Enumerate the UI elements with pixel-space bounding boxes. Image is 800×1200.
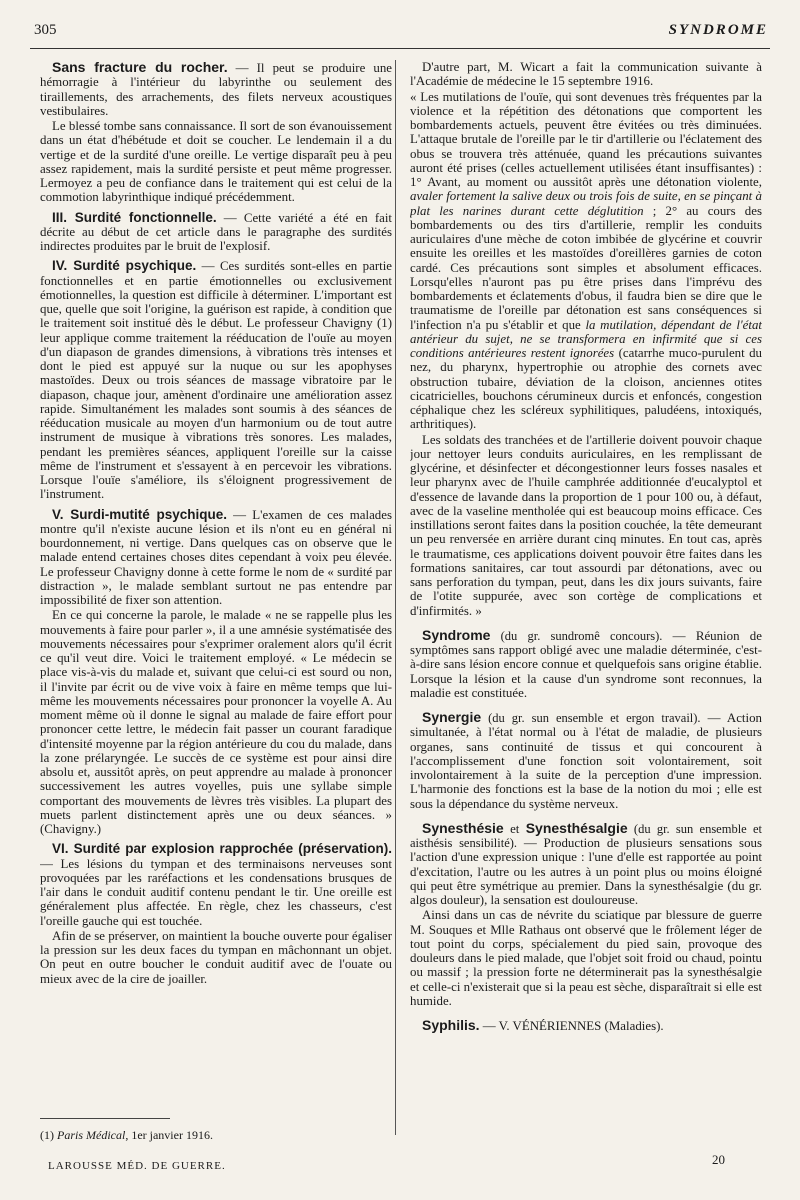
- paragraph-mutilations: « Les mutilations de l'ouïe, qui sont devenues très fréquentes par la violence et la répétition des détonations que comportent les bombardements actuels, peuvent être évitées ou très diminuées. L'attaque brutale de l'oreille par le tir d'artillerie ou l'éclatement des obus se trouvera très atténuée, quand les précautions suivantes auront été prises (celles actuellement utilisées étant insuffisantes) : 1° Avant, au moment ou aussitôt après une détonation violente, avaler fortement la salive deux ou trois fois de suite, en se pinçant à plat les narines durant cette déglutition ; 2° au cours des bombardements ou des tirs d'artillerie, remplir les conduits auriculaires d'une mèche de coton imbibée de glycérine et couvrir ensuite les oreilles et les mastoïdes d'oreillères garnies de coton cardé. Ces précautions sont simples et absolument efficaces. Lorsqu'elles n'auront pas pu être prises dans l'imprévu des bombardements et éclatements d'obus, il faudra bien se dire que le traumatisme de l'oreille par détonation est sans conséquences si l'infection n'a pu s'établir et que la mutilation, dépendant de l'état antérieur du sujet, ne se transformera en infirmité que si ces conditions antérieures restent ignorées (catarrhe muco-purulent du nez, du pharynx, hypertrophie ou atrophie des cornets avec obstruction tubaire, déviation de la cloison, anciennes otites cicatricielles, bouchons cérumineux durcis et enfoncés, congestion céphalique chez les scléreux syphilitiques, paludéens, intoxiqués, arthritiques).: [410, 89, 762, 432]
- running-head: SYNDROME: [668, 22, 768, 38]
- paragraph-parole: En ce qui concerne la parole, le malade « ne se rappelle plus les mouvements à faire pour parler », il a une amnésie systématisée des mouvements nécessaires pour s'exprimer oralement alors qu'il écrit ce qu'il veut dire. Voici le traitement employé. « Le médecin se place vis-à-vis du malade et, suivant que celui-ci est sourd ou non, il l'invite par écrit ou de vive voix à faire en même temps que lui-même les mouvements nécessaires pour prononcer la voyelle A. Au moment même où il donne le signal au malade de faire effort pour prononcer cette lettre, le médecin fait passer un courant faradique d'intensité moyenne par la région antérieure du cou du malade, dans la zone prélaryngée. Le succès de ce système est pour ainsi dire absolu et, aussitôt après, on peut apprendre au malade à prononcer successivement les autres voyelles, puis une syllabe simple comportant des mouvements de lèvres très visibles. La plupart des muets parlent distinctement après une ou deux séances. » (Chavigny.): [40, 608, 392, 836]
- paragraph-rocher: Sans fracture du rocher. — Il peut se produire une hémorragie à l'intérieur du labyrinthe ou seulement des tiraillements, des arrachements, des filets nerveux acoustiques vestibulaires.: [40, 60, 392, 118]
- entry-synergie: Synergie (du gr. sun ensemble et ergon travail). — Action simultanée, à l'état normal ou à l'état de maladie, de plusieurs organes, sans continuité de tissus et qui concourent à l'accomplissement d'une fonction soit volontairement, soit involontairement à la suite de la perception d'une impression. L'harmonie des fonctions est la base de la notion du moi ; elle est sous la dépendance du système nerveux.: [410, 709, 762, 811]
- section-surdite-fonctionnelle: III. Surdité fonctionnelle. — Cette variété a été en fait décrite au début de cet article dans le paragraphe des surdités indirectes produites par le bruit de l'explosif.: [40, 209, 392, 253]
- paragraph-wicart: D'autre part, M. Wicart a fait la communication suivante à l'Académie de médecine le 15 septembre 1916.: [410, 60, 762, 89]
- heading-synergie: Synergie: [422, 709, 482, 725]
- footer-publisher: LAROUSSE MÉD. DE GUERRE.: [48, 1160, 226, 1172]
- footnote: (1) Paris Médical, 1er janvier 1916.: [40, 1128, 213, 1142]
- paragraph-blesse: Le blessé tombe sans connaissance. Il sort de son évanouissement dans un état d'hébétude et doit se coucher. Le lendemain il a du vertige et de la surdité d'une oreille. Le vertige disparaît peu à peu assez rapidement, mais la surdité persiste et peut même progresser. Lermoyez a peu de confiance dans le traitement qui est celui de la commotion labyrinthique indiqué précédemment.: [40, 119, 392, 205]
- entry-syndrome: Syndrome (du gr. sundromê concours). — Réunion de symptômes sans rapport obligé avec une maladie déterminée, c'est-à-dire sans lésion encore connue et quelquefois sans origine établie. Lorsque la lésion et la cause d'un syndrome sont reconnues, la maladie est constituée.: [410, 626, 762, 700]
- heading-syphilis: Syphilis.: [422, 1017, 480, 1033]
- heading-synesthesie: Synesthésie: [422, 819, 504, 836]
- heading-surdite-psychique: IV. Surdité psychique.: [52, 258, 197, 274]
- heading-syndrome: Syndrome: [422, 626, 491, 643]
- page-number: 305: [34, 22, 57, 38]
- column-divider: [395, 60, 396, 1135]
- heading-surdi-mutite: V. Surdi-mutité psychique.: [52, 506, 227, 522]
- footer-signature: 20: [712, 1152, 725, 1167]
- entry-syphilis: Syphilis. — V. VÉNÉRIENNES (Maladies).: [422, 1017, 664, 1033]
- footnote-rule: [40, 1118, 170, 1119]
- paragraph-nevrite: Ainsi dans un cas de névrite du sciatique par blessure de guerre M. Souques et Mlle Rathaus ont observé que le frôlement léger de tout point du corps, spécialement du pied sain, provoque des douleurs dans le pied malade, que l'objet soit froid ou chaud, pointu ou massif ; la pression forte ne déterminerait pas la synesthésalgie et celle-ci n'existerait que si la peau est sèche, disparaîtrait si elle est humide.: [410, 908, 762, 1008]
- heading-sans-fracture: Sans fracture du rocher.: [52, 60, 228, 75]
- section-explosion: VI. Surdité par explosion rapprochée (préservation). — Les lésions du tympan et des terminaisons nerveuses sont provoquées par les raréfactions et les condensations brusques de l'air dans le conduit auditif contenu pendant le tir. Une oreille est généralement plus affectée. En règle, chez les chasseurs, c'est l'oreille gauche qui est touchée.: [40, 841, 392, 928]
- heading-surdite-fonctionnelle: III. Surdité fonctionnelle.: [52, 209, 217, 225]
- entry-synesthesie: Synesthésie et Synesthésalgie (du gr. sun ensemble et aisthésis sensibilité). — Production de plusieurs sensations sous l'action d'une expression unique : l'une d'elle est rapportée au point d'excitation, l'autre ou les autres à un point plus ou moins éloigné qui peut être symétrique au premier. Dans la synesthésalgie (du gr. algos douleur), la sensation est douloureuse.: [410, 819, 762, 907]
- heading-synesthesalgie: Synesthésalgie: [525, 819, 628, 836]
- header-rule: [30, 48, 770, 49]
- paragraph-soldats: Les soldats des tranchées et de l'artillerie doivent pouvoir chaque jour nettoyer leurs conduits auriculaires, en les remplissant de glycérine, et désinfecter et décongestionner leurs fosses nasales et leur pharynx avec de l'huile camphrée additionnée d'eucalyptol et d'essence de lavande dans la proportion de 1 pour 100 ou, à défaut, avec de la vaseline mentholée qui est beaucoup moins efficace. Ces instillations seront faites dans la position couchée, la tête demeurant un peu renversée en arrière durant cinq minutes. En tout cas, après le traumatisme, ces applications doivent pouvoir être faites dans les formations sanitaires, car tout assourdi par détonations, avec ou sans perforation du tympan, peut, dans les dix jours suivants, faire de l'otite suppurée, avec son cortège de complications et d'infirmités. »: [410, 432, 762, 618]
- section-surdite-psychique: IV. Surdité psychique. — Ces surdités sont-elles en partie fonctionnelles et en partie émotionnelles ou exclusivement émotionnelles, la question est difficile à déterminer. L'important est que, quelle que soit l'origine, la guérison est rapide, à condition que le traitement soit institué dès le début. Le professeur Chavigny (1) leur applique comme traitement la rééducation de l'ouïe au moyen d'un diapason de grandes dimensions, à vibrations très intenses et dont le pied est appuyé sur la nuque ou sur les apophyses mastoïdes. Deux ou trois séances de massage vibratoire par le diapason, chaque jour, amènent d'ordinaire une amélioration assez rapide. Simultanément les malades sont soumis à des séances de rééducation musicale au moyen d'un harmonium ou de tout autre instrument de musique à vibrations très sonores. Les malades, pendant les premières séances, appliquent l'oreille sur la caisse même de l'instrument et s'essayent à en percevoir les vibrations. Lorsque l'ouïe s'améliore, ils s'éloignent progressivement de l'instrument.: [40, 258, 392, 502]
- heading-explosion: VI. Surdité par explosion rapprochée (préservation).: [52, 841, 392, 857]
- left-column: [40, 60, 392, 1115]
- paragraph-preserver: Afin de se préserver, on maintient la bouche ouverte pour égaliser la pression sur les deux faces du tympan en mâchonnant un objet. On peut en outre boucher le conduit auditif avec de l'ouate ou mieux avec de la cire de joailler.: [40, 928, 392, 986]
- section-surdi-mutite: V. Surdi-mutité psychique. — L'examen de ces malades montre qu'il n'existe aucune lésion et ils n'ont eu en général ni bourdonnement, ni vertige. Dans quelques cas on observe que le malade entend certaines choses dites cependant à voix peu élevée. Le professeur Chavigny donne à cette forme le nom de « surdité par distraction », le malade semblant surtout ne pas entendre par impossibilité de fixer son attention.: [40, 506, 392, 607]
- right-column: [410, 60, 762, 1115]
